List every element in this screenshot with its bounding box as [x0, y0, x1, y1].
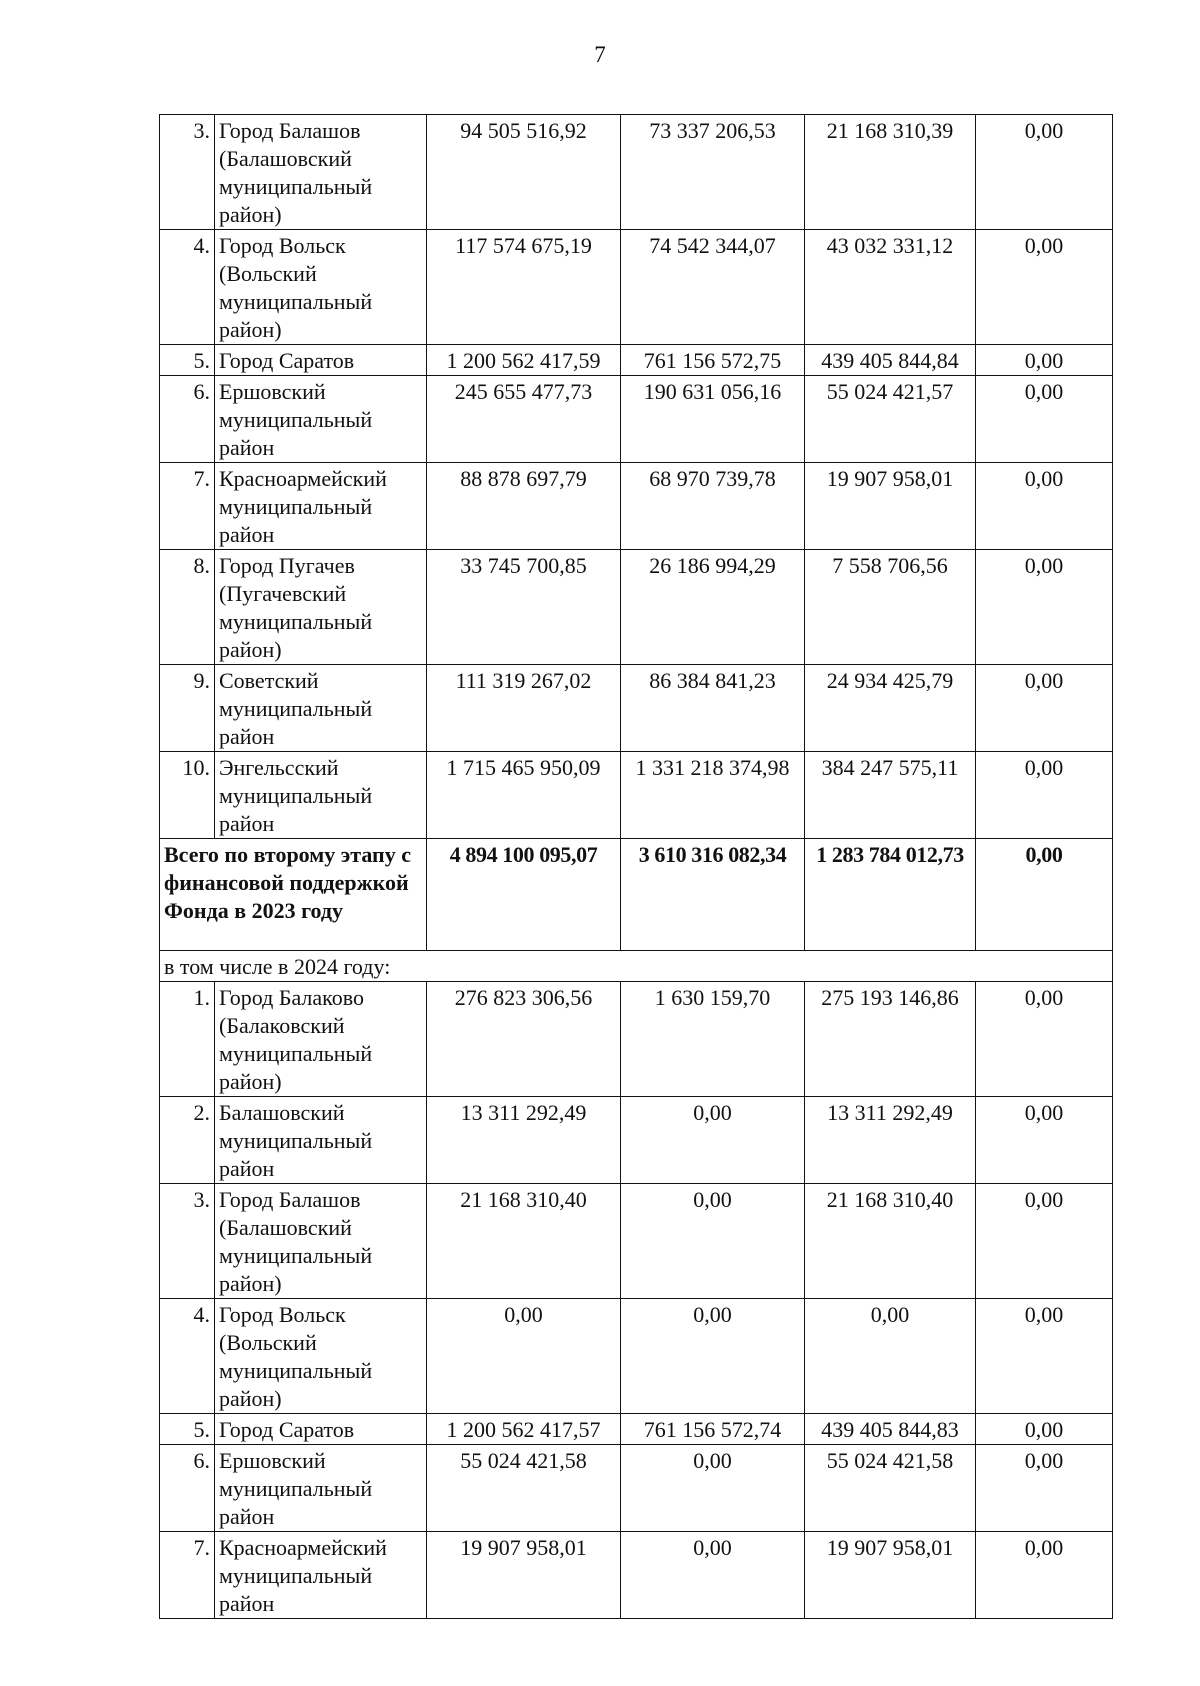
other-amount: 0,00: [976, 665, 1113, 752]
total-amount: 13 311 292,49: [427, 1097, 621, 1184]
total-amount: 276 823 306,56: [427, 982, 621, 1097]
fund-amount: 26 186 994,29: [621, 550, 805, 665]
fund-amount: 761 156 572,74: [621, 1414, 805, 1445]
total-amount: 1 200 562 417,57: [427, 1414, 621, 1445]
municipality-name: Город Саратов: [215, 1414, 427, 1445]
section-header-row: [160, 951, 1113, 982]
total-amount: 111 319 267,02: [427, 665, 621, 752]
budget-amount: 275 193 146,86: [805, 982, 976, 1097]
budget-amount: 19 907 958,01: [805, 463, 976, 550]
row-number: 6.: [160, 376, 215, 463]
other-amount: 0,00: [976, 1299, 1113, 1414]
fund-amount: 0,00: [621, 1184, 805, 1299]
table-row: [160, 345, 1113, 376]
fund-amount: 190 631 056,16: [621, 376, 805, 463]
other-amount: 0,00: [976, 463, 1113, 550]
municipality-name: Город Балаково (Балаковский муниципальный район): [215, 982, 427, 1097]
municipality-name: Город Балашов (Балашовский муниципальный район): [215, 1184, 427, 1299]
budget-amount: 384 247 575,11: [805, 752, 976, 839]
total-amount: 245 655 477,73: [427, 376, 621, 463]
budget-amount: 21 168 310,40: [805, 1184, 976, 1299]
row-number: 9.: [160, 665, 215, 752]
other-amount: 0,00: [976, 345, 1113, 376]
budget-amount: 55 024 421,58: [805, 1445, 976, 1532]
other-amount: 0,00: [976, 752, 1113, 839]
row-number: 5.: [160, 1414, 215, 1445]
municipality-name: Красноармейский муниципальный район: [215, 1532, 427, 1619]
total-amount: 21 168 310,40: [427, 1184, 621, 1299]
fund-amount: 86 384 841,23: [621, 665, 805, 752]
fund-amount: 73 337 206,53: [621, 115, 805, 230]
other-amount: 0,00: [976, 1414, 1113, 1445]
table-row: [160, 463, 1113, 550]
total-amount: 4 894 100 095,07: [427, 839, 621, 951]
budget-amount: 439 405 844,84: [805, 345, 976, 376]
municipality-name: Энгельсский муниципальный район: [215, 752, 427, 839]
total-amount: 33 745 700,85: [427, 550, 621, 665]
total-amount: 1 715 465 950,09: [427, 752, 621, 839]
other-amount: 0,00: [976, 982, 1113, 1097]
table-row: [160, 115, 1113, 230]
total-amount: 19 907 958,01: [427, 1532, 621, 1619]
table-row: [160, 550, 1113, 665]
municipality-name: Город Вольск (Вольский муниципальный район): [215, 1299, 427, 1414]
row-number: 7.: [160, 1532, 215, 1619]
fund-amount: 3 610 316 082,34: [621, 839, 805, 951]
total-amount: 88 878 697,79: [427, 463, 621, 550]
budget-amount: 13 311 292,49: [805, 1097, 976, 1184]
other-amount: 0,00: [976, 115, 1113, 230]
other-amount: 0,00: [976, 1184, 1113, 1299]
budget-amount: 1 283 784 012,73: [805, 839, 976, 951]
row-number: 4.: [160, 1299, 215, 1414]
budget-amount: 43 032 331,12: [805, 230, 976, 345]
table-row: [160, 1532, 1113, 1619]
municipality-name: Балашовский муниципальный район: [215, 1097, 427, 1184]
fund-amount: 1 630 159,70: [621, 982, 805, 1097]
municipality-name: Ершовский муниципальный район: [215, 1445, 427, 1532]
other-amount: 0,00: [976, 1532, 1113, 1619]
total-amount: 55 024 421,58: [427, 1445, 621, 1532]
row-number: 3.: [160, 1184, 215, 1299]
table-row: [160, 1414, 1113, 1445]
other-amount: 0,00: [976, 839, 1113, 951]
municipality-name: Советский муниципальный район: [215, 665, 427, 752]
row-number: 4.: [160, 230, 215, 345]
financing-table: [159, 114, 1113, 1619]
other-amount: 0,00: [976, 550, 1113, 665]
fund-amount: 68 970 739,78: [621, 463, 805, 550]
budget-amount: 55 024 421,57: [805, 376, 976, 463]
table-row: [160, 1097, 1113, 1184]
budget-amount: 21 168 310,39: [805, 115, 976, 230]
budget-amount: 0,00: [805, 1299, 976, 1414]
budget-amount: 24 934 425,79: [805, 665, 976, 752]
fund-amount: 761 156 572,75: [621, 345, 805, 376]
total-amount: 0,00: [427, 1299, 621, 1414]
fund-amount: 0,00: [621, 1097, 805, 1184]
table-row: [160, 982, 1113, 1097]
row-number: 2.: [160, 1097, 215, 1184]
stage-total-row: [160, 839, 1113, 951]
stage-total-label: Всего по второму этапу с финансовой поддержкой Фонда в 2023 году: [160, 839, 427, 951]
municipality-name: Город Балашов (Балашовский муниципальный район): [215, 115, 427, 230]
row-number: 10.: [160, 752, 215, 839]
table-row: [160, 376, 1113, 463]
row-number: 5.: [160, 345, 215, 376]
total-amount: 1 200 562 417,59: [427, 345, 621, 376]
row-number: 1.: [160, 982, 215, 1097]
table-row: [160, 1445, 1113, 1532]
municipality-name: Город Саратов: [215, 345, 427, 376]
budget-amount: 19 907 958,01: [805, 1532, 976, 1619]
total-amount: 117 574 675,19: [427, 230, 621, 345]
other-amount: 0,00: [976, 230, 1113, 345]
fund-amount: 1 331 218 374,98: [621, 752, 805, 839]
fund-amount: 0,00: [621, 1532, 805, 1619]
page-number: 7: [594, 42, 606, 67]
fund-amount: 74 542 344,07: [621, 230, 805, 345]
municipality-name: Красноармейский муниципальный район: [215, 463, 427, 550]
budget-amount: 439 405 844,83: [805, 1414, 976, 1445]
fund-amount: 0,00: [621, 1445, 805, 1532]
municipality-name: Город Вольск (Вольский муниципальный район): [215, 230, 427, 345]
table-row: [160, 1299, 1113, 1414]
other-amount: 0,00: [976, 376, 1113, 463]
section-label: в том числе в 2024 году:: [160, 951, 1113, 982]
other-amount: 0,00: [976, 1445, 1113, 1532]
table-row: [160, 230, 1113, 345]
table-row: [160, 1184, 1113, 1299]
table-row: [160, 665, 1113, 752]
municipality-name: Город Пугачев (Пугачевский муниципальный район): [215, 550, 427, 665]
row-number: 7.: [160, 463, 215, 550]
budget-amount: 7 558 706,56: [805, 550, 976, 665]
row-number: 8.: [160, 550, 215, 665]
fund-amount: 0,00: [621, 1299, 805, 1414]
table-row: [160, 752, 1113, 839]
row-number: 6.: [160, 1445, 215, 1532]
row-number: 3.: [160, 115, 215, 230]
total-amount: 94 505 516,92: [427, 115, 621, 230]
municipality-name: Ершовский муниципальный район: [215, 376, 427, 463]
other-amount: 0,00: [976, 1097, 1113, 1184]
